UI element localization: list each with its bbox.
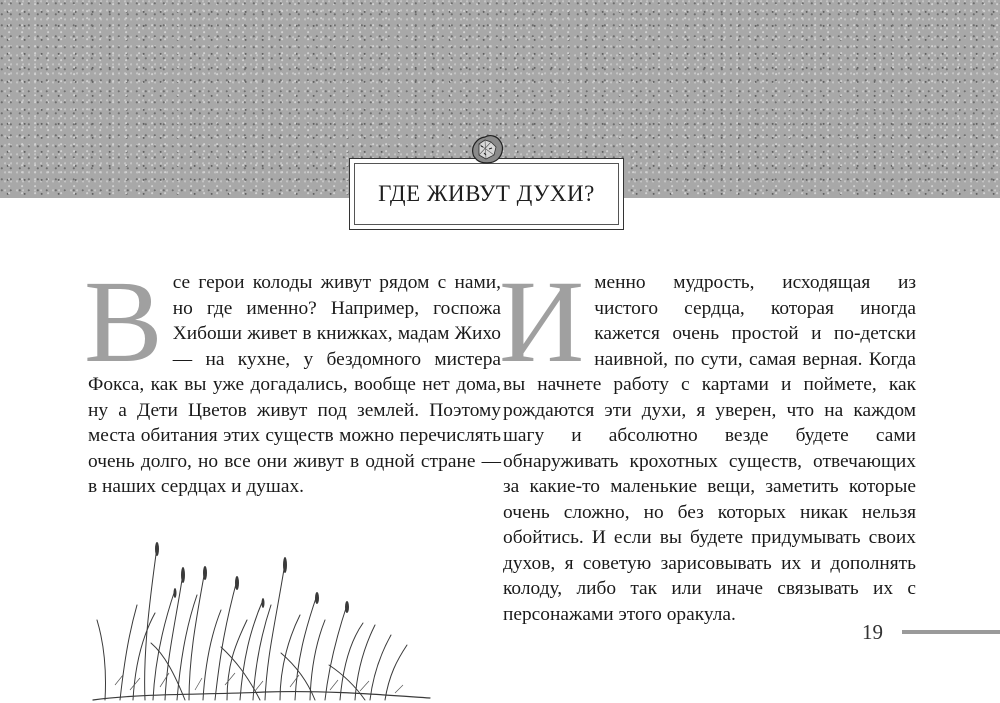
left-column (84, 256, 501, 500)
page-number-rule (902, 630, 1000, 634)
dropcap-left: В (84, 256, 163, 387)
right-column-text: менно мудрость, исходящая из чистого сердца, которая иногда кажется очень простой и по-детски наивной, по сути, самая верная. Когда вы начнете работу с картами и поймете, как рождаются эти духи, я уверен, что на каждом шагу и абсолютно везде будете сами обнаруживать крохотных существ, отвечающих за какие-то маленькие вещи, заметить которые очень сложно, но без которых никак нельзя обойтись. И если вы будете придумывать своих духов, я советую зарисовывать их и дополнять колоду, либо так или иначе связывать их с персонажами этого оракула. (503, 272, 916, 625)
grass-illustration (85, 535, 435, 703)
page-title: ГДЕ ЖИВУТ ДУХИ? (378, 181, 595, 206)
right-column (499, 256, 916, 627)
left-column-text: се герои колоды живут рядом с нами, но где именно? Например, госпожа Хибоши живет в книжках, мадам Жихо — на кухне, у бездомного мистера Фокса, как вы уже догадались, вообще нет дома, ну а Дети Цветов живут под землей. Поэтому места обитания этих существ можно перечислять очень долго, но все они живут в одной стране — в наших сердцах и душах. (88, 272, 501, 497)
stone-ornament-icon (467, 130, 507, 170)
dropcap-right: И (499, 256, 585, 387)
page-number: 19 (862, 620, 883, 644)
